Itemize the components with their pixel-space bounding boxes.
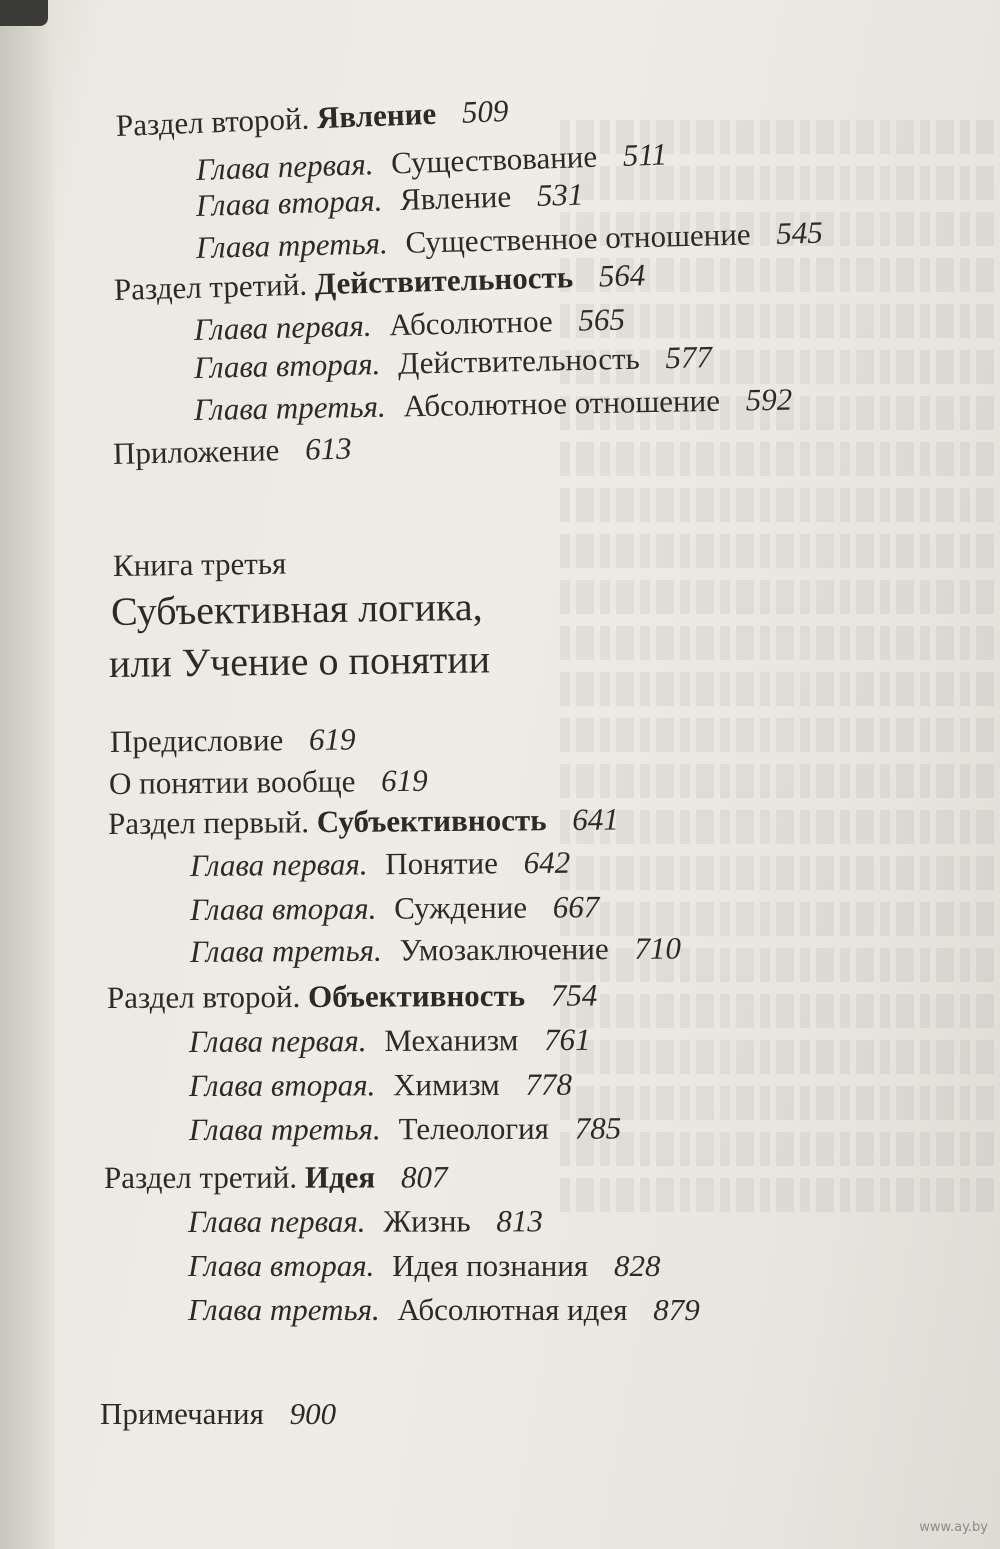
toc-chapter	[188, 1248, 660, 1284]
page-number: 531	[536, 176, 584, 213]
entry-title: Примечания	[100, 1396, 264, 1431]
chapter-title: Явление	[399, 178, 512, 217]
page-number: 509	[461, 92, 510, 130]
chapter-title: Абсолютное отношение	[403, 382, 721, 424]
section-title: Действительность	[314, 259, 574, 302]
toc-entry	[100, 1396, 336, 1432]
page-number: 807	[400, 1159, 448, 1195]
book-label-text: Книга третья	[112, 545, 287, 583]
entry-title: Предисловие	[109, 722, 284, 759]
chapter-label: Глава третья.	[188, 1292, 380, 1327]
section-prefix: Раздел третий.	[103, 1159, 298, 1195]
chapter-label: Глава третья.	[193, 388, 387, 427]
toc-entry	[113, 431, 352, 472]
chapter-label: Глава вторая.	[195, 182, 383, 223]
toc-entry	[109, 763, 428, 802]
watermark: www.ay.by	[919, 1520, 988, 1535]
page-number: 785	[574, 1110, 622, 1146]
chapter-title: Действительность	[397, 340, 641, 381]
page-number: 613	[304, 430, 352, 467]
chapter-title: Существование	[390, 138, 598, 181]
entry-title: Приложение	[112, 432, 280, 471]
section-prefix: Раздел первый.	[107, 804, 310, 841]
toc-section-heading	[104, 1159, 447, 1196]
page-number: 564	[598, 257, 646, 294]
toc-section-heading	[115, 93, 509, 144]
chapter-label: Глава третья.	[195, 225, 389, 265]
toc-section-heading	[107, 977, 598, 1016]
toc-entry	[110, 721, 356, 760]
toc-section-heading	[113, 257, 645, 308]
toc-chapter	[190, 931, 681, 970]
toc-section-heading	[108, 802, 619, 842]
page-number: 813	[496, 1203, 543, 1239]
toc-chapter	[190, 889, 600, 928]
chapter-label: Глава первая.	[187, 1203, 366, 1239]
page-number: 778	[525, 1066, 573, 1102]
page-number: 511	[622, 136, 668, 173]
chapter-title: Умозаключение	[399, 931, 609, 968]
chapter-title: Абсолютное	[388, 303, 554, 343]
chapter-title: Понятие	[385, 845, 499, 882]
toc-chapter	[194, 339, 713, 386]
toc-chapter	[188, 1292, 700, 1328]
toc-chapter	[189, 1110, 621, 1148]
chapter-label: Глава третья.	[189, 932, 382, 969]
page-number: 619	[308, 721, 356, 757]
page-number: 667	[552, 889, 600, 925]
chapter-title: Жизнь	[383, 1203, 471, 1239]
page-number: 619	[380, 762, 428, 799]
chapter-label: Глава вторая.	[189, 890, 377, 927]
page-number: 761	[543, 1021, 591, 1058]
page-number: 900	[289, 1396, 337, 1431]
section-prefix: Раздел второй.	[106, 978, 301, 1015]
chapter-label: Глава вторая.	[188, 1067, 376, 1103]
toc-chapter	[194, 382, 793, 428]
chapter-title: Идея познания	[392, 1248, 589, 1283]
chapter-title: Механизм	[384, 1022, 519, 1058]
page-number: 642	[523, 844, 571, 881]
page-number: 710	[634, 930, 682, 966]
entry-title: О понятии вообще	[108, 763, 356, 801]
chapter-title: Существенное отношение	[405, 216, 751, 260]
page-number: 592	[745, 381, 793, 418]
page-number: 577	[665, 339, 713, 376]
page-number: 545	[775, 214, 824, 251]
section-title: Явление	[316, 95, 437, 136]
book-title-line2: или Учение о понятии	[108, 636, 491, 686]
book-title-line1: Субъективная логика,	[110, 583, 483, 634]
section-title: Объективность	[307, 977, 526, 1014]
toc-chapter	[190, 845, 570, 884]
page-number: 565	[577, 301, 626, 338]
page-number: 828	[613, 1248, 661, 1283]
section-title: Субъективность	[316, 802, 547, 840]
page-number: 754	[550, 977, 598, 1013]
toc-chapter	[189, 1022, 591, 1060]
book-label	[113, 546, 287, 584]
chapter-label: Глава вторая.	[188, 1248, 375, 1283]
section-prefix: Раздел второй.	[115, 100, 310, 143]
chapter-title: Телеология	[398, 1110, 549, 1147]
chapter-label: Глава первая.	[195, 146, 375, 187]
toc-chapter	[194, 301, 626, 348]
toc-chapter	[189, 1067, 572, 1104]
chapter-label: Глава вторая.	[193, 346, 381, 385]
section-title: Идея	[304, 1159, 376, 1195]
chapter-title: Суждение	[394, 889, 528, 926]
chapter-title: Абсолютная идея	[397, 1292, 628, 1327]
page-number: 879	[653, 1292, 700, 1327]
page-number: 641	[572, 801, 619, 837]
toc-chapter	[196, 215, 824, 266]
chapter-label: Глава первая.	[193, 307, 372, 347]
chapter-label: Глава первая.	[189, 846, 368, 883]
toc-chapter	[188, 1203, 543, 1240]
book-title	[111, 583, 483, 635]
book-title	[109, 635, 491, 687]
chapter-title: Химизм	[393, 1066, 500, 1103]
chapter-label: Глава третья.	[188, 1111, 381, 1147]
section-prefix: Раздел третий.	[113, 266, 308, 307]
chapter-label: Глава первая.	[188, 1023, 367, 1059]
